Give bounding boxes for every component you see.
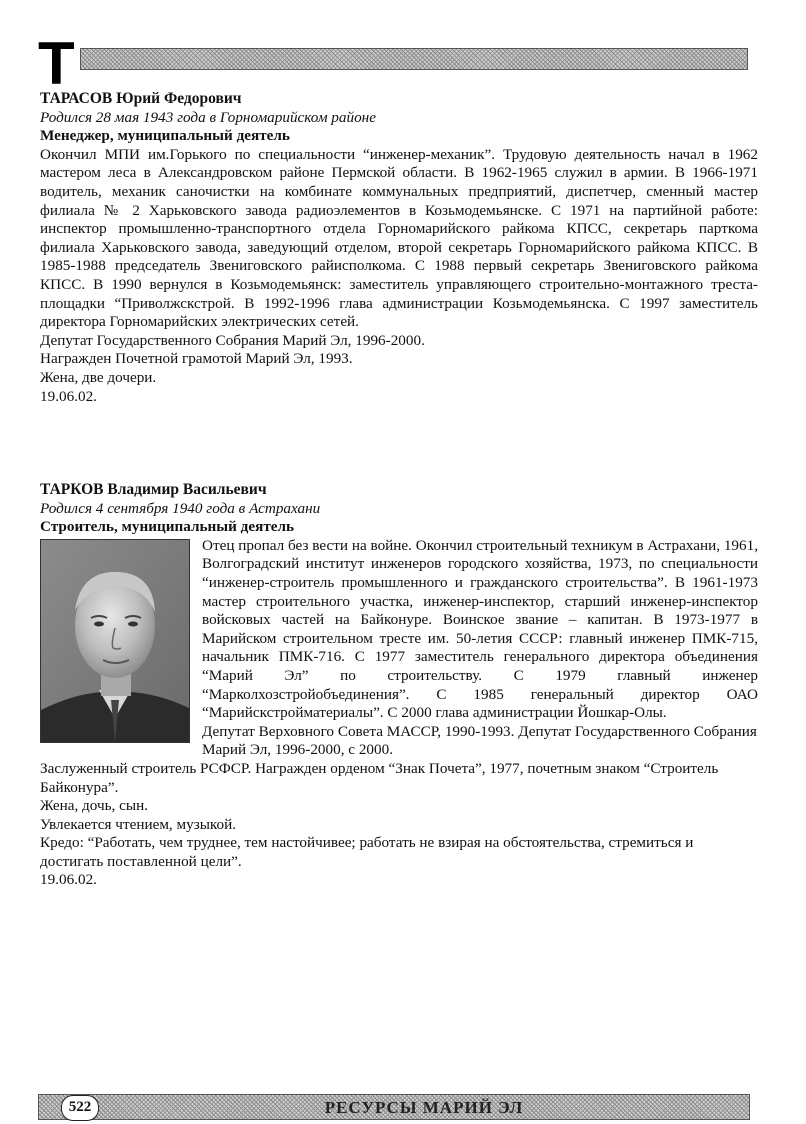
deputy-info: Депутат Верховного Совета МАССР, 1990-1993. Депутат Государственного Собрания Марий Эл, 1996-2000, с 2000. — [202, 722, 757, 759]
section-letter-header — [38, 30, 748, 97]
profession: Менеджер, муниципальный деятель — [40, 127, 290, 145]
awards-info: Заслуженный строитель РСФСР. Награжден орденом “Знак Почета”, 1977, почетным знаком “Строитель Байконура”. — [40, 759, 719, 796]
deputy-info: Депутат Государственного Собрания Марий Эл, 1996-2000. — [40, 331, 425, 349]
entry-date: 19.06.02. — [40, 387, 97, 405]
section-letter: Т — [38, 30, 75, 97]
person-name: ТАРКОВ Владимир Васильевич — [40, 481, 267, 498]
biography-text: Окончил МПИ им.Горького по специальности “инженер-механик”. Трудовую деятельность начал в 1962 мастером леса в Александровском районе Пермской области. В 1962-1965 служил в армии. В 1966-1971 водитель, механик саночистки на комбинате коммунальных предприятий, диспетчер, сменный мастер филиала № 2 Харьковского завода радиоэлементов в Козьмодемьянске. С 1971 на партийной работе: инспектор промышленно-транспортного отдела Горномарийского райкома КПСС, секретарь парткома филиала Харьковского завода, заведующий отделом, второй секретарь Горномарийского райкома КПСС. В 1985-1988 председатель Звениговского райисполкома. С 1988 первый секретарь Звениговского райкома КПСС. В 1990 вернулся в Козьмодемьянск: заместитель управляющего строительно-монтажного треста-площадки “Приволжскстрой. В 1992-1996 глава администрации Козьмодемьянска. С 1997 заместитель директора Горномарийских электрических сетей. — [40, 145, 758, 331]
person-name: ТАРАСОВ Юрий Федорович — [40, 90, 242, 107]
family-info: Жена, дочь, сын. — [40, 797, 148, 815]
publication-title: РЕСУРСЫ МАРИЙ ЭЛ — [324, 1098, 524, 1117]
birth-info: Родился 4 сентября 1940 года в Астрахани — [40, 499, 321, 517]
hobby-info: Увлекается чтением, музыкой. — [40, 815, 237, 833]
entry-date: 19.06.02. — [40, 871, 97, 889]
section-letter-bar — [80, 48, 748, 70]
biography-text: Отец пропал без вести на войне. Окончил строительный техникум в Астрахани, 1961, Волгоградский институт инженеров городского хозяйства, 1973, по специальности “инженер-строитель промышленного и гражданского строительства”. В 1961-1973 мастер строительного участка, инженер-инспектор, старший инженер-инспектор войсковых частей на Байконуре. Воинское звание – капитан. В 1973-1977 в Марийском строительном тресте им. 50-летия СССР: главный инженер ПМК-715, начальник ПМК-716. С 1977 заместитель генерального директора объединения “Марий Эл” по строительству. С 1979 главный инженер “Марколхозстройобъединения”. С 1985 генеральный директор ОАО “Марийскстройматериалы”. С 2000 глава администрации Йошкар-Олы. — [202, 536, 758, 722]
portrait-photo-icon — [41, 540, 189, 742]
awards-info: Награжден Почетной грамотой Марий Эл, 1993. — [40, 350, 353, 368]
biography-entry — [40, 90, 758, 406]
biography-entry — [40, 481, 758, 890]
birth-info: Родился 28 мая 1943 года в Горномарийском районе — [40, 108, 376, 126]
page-footer — [38, 1094, 750, 1120]
profession: Строитель, муниципальный деятель — [40, 518, 295, 536]
page-number: 522 — [61, 1095, 99, 1121]
family-info: Жена, две дочери. — [40, 368, 157, 386]
portrait-photo — [40, 539, 190, 743]
motto-info: Кредо: “Работать, чем труднее, тем настойчивее; работать не взирая на обстоятельства, стремиться и достигать поставленной цели”. — [40, 834, 694, 870]
